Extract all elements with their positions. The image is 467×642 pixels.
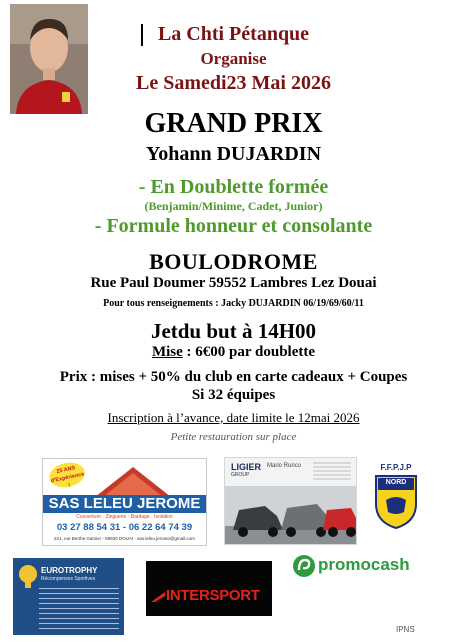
trophy-icon <box>17 564 39 590</box>
leleu-brand: SAS LELEU JEROME <box>43 495 206 513</box>
ligier-contact: Mario Runco <box>267 463 302 469</box>
mise-line <box>0 344 467 361</box>
sponsor-leleu-jerome <box>42 458 207 546</box>
eurotrophy-tagline: Récompenses Sportives <box>41 576 96 582</box>
ligier-brand: LIGIER <box>231 462 262 472</box>
intersport-mark-icon <box>150 591 166 603</box>
prize-text: Prix : mises + 50% du club en carte cadeaux + Coupes <box>59 369 408 385</box>
contact-info: Pour tous renseignements : Jacky DUJARDIN 06/19/69/60/11 <box>103 298 364 309</box>
ffpjp-region: NORD <box>385 479 407 486</box>
eurotrophy-text-lines <box>39 588 119 630</box>
venue-address: Rue Paul Doumer 59552 Lambres Lez Douai <box>90 275 377 291</box>
sponsor-ligier <box>224 457 357 545</box>
format-honneur: - Formule honneur et consolante <box>94 215 373 237</box>
event-title: GRAND PRIX <box>144 108 323 139</box>
organise-label: Organise <box>200 49 267 68</box>
ipns-label: IPNS <box>396 625 415 634</box>
registration-text: Inscription à l’avance, date limite le 12mai 2026 <box>107 410 360 425</box>
experience-badge: 25 ANS d'Expérience ! <box>47 460 87 491</box>
sponsor-intersport <box>146 561 272 616</box>
sponsor-promocash <box>292 552 410 584</box>
club-name: La Chti Pétanque <box>157 23 310 45</box>
start-time: Jetdu but à 14H00 <box>150 319 317 343</box>
food-text: Petite restauration sur place <box>170 431 297 443</box>
ffpjp-label: F.F.P.J.P <box>380 463 412 472</box>
leleu-phone: 03 27 88 54 31 - 06 22 64 74 39 <box>56 522 193 533</box>
ligier-group: GROUP <box>231 472 250 478</box>
ligier-card-lines <box>313 462 351 482</box>
categories: (Benjamin/Minime, Cadet, Junior) <box>144 199 323 213</box>
format-doublette: - En Doublette formée <box>138 176 329 198</box>
venue-name: BOULODROME <box>149 249 318 274</box>
mise-label: Mise <box>151 344 183 360</box>
cars-image <box>225 486 357 544</box>
promocash-brand: promocash <box>318 555 410 574</box>
sponsor-eurotrophy <box>13 558 124 635</box>
promocash-logo-icon <box>292 554 316 578</box>
mise-value: : 6€00 par doublette <box>182 344 316 360</box>
eurotrophy-brand: EUROTROPHY <box>41 566 98 575</box>
event-name: Yohann DUJARDIN <box>145 143 322 165</box>
leleu-trades: Couverture · Zinguerie · Bardage · Isolation <box>76 514 173 520</box>
event-date: Le Samedi23 Mai 2026 <box>136 72 331 94</box>
intersport-brand: INTERSPORT <box>166 587 260 604</box>
sponsor-ffpjp <box>371 463 421 530</box>
leleu-address: 221, rue Berthe Gamier - 59500 DOUAI · sas.leleu.jerome@gmail.com <box>54 536 195 541</box>
teams-text: Si 32 équipes <box>191 387 276 403</box>
